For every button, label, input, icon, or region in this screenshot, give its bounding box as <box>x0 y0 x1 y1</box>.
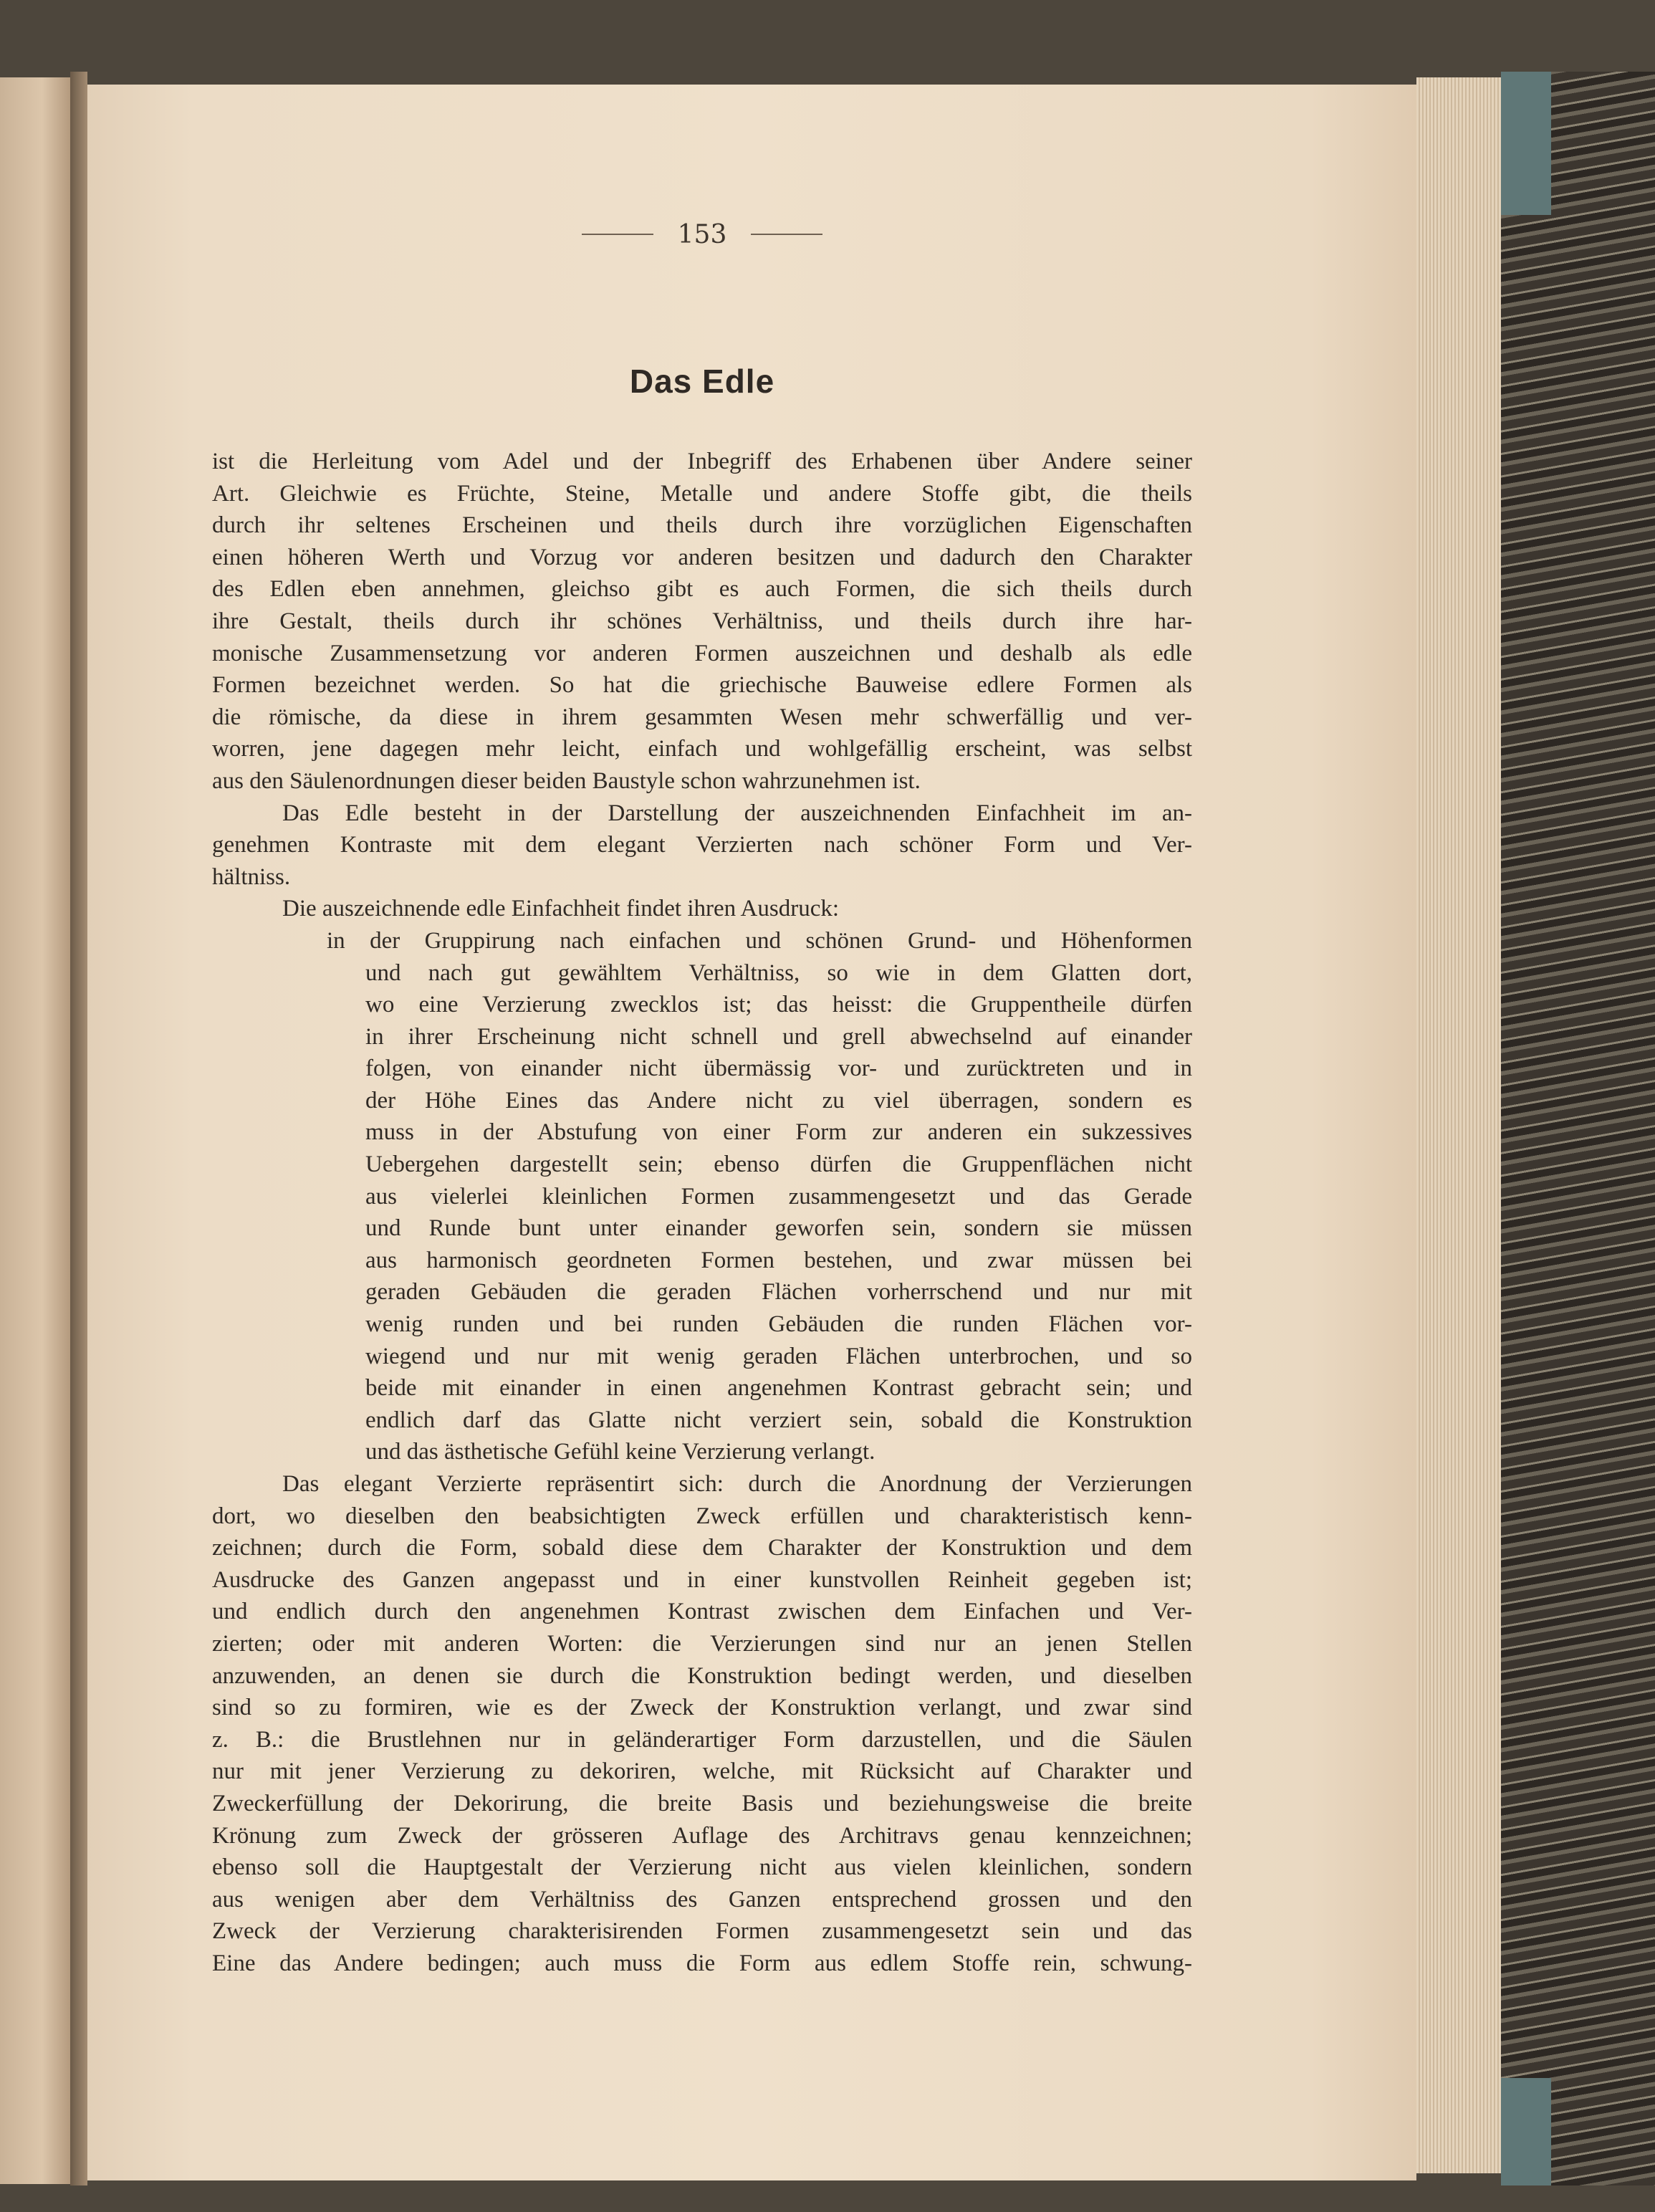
text-line: und endlich durch den angenehmen Kontrast zwischen dem Einfachen und Ver- <box>212 1599 1192 1625</box>
text-line: anzuwenden, an denen sie durch die Konstruktion bedingt werden, und dieselben <box>212 1662 1192 1689</box>
text-line: wiegend und nur mit wenig geraden Flächen unterbrochen, und so <box>365 1343 1192 1369</box>
text-line: und Runde bunt unter einander geworfen sein, sondern sie müssen <box>365 1215 1192 1242</box>
text-line: ebenso soll die Hauptgestalt der Verzierung nicht aus vielen kleinlichen, sondern <box>212 1854 1192 1881</box>
header-rule-left <box>582 234 653 235</box>
text-line: Krönung zum Zweck der grösseren Auflage des Architravs genau kennzeichnen; <box>212 1822 1192 1849</box>
text-line: sind so zu formiren, wie es der Zweck der Konstruktion verlangt, und zwar sind <box>212 1695 1192 1721</box>
text-line: dort, wo dieselben den beabsichtigten Zweck erfüllen und charakteristisch kenn- <box>212 1503 1192 1529</box>
text-line: und das ästhetische Gefühl keine Verzierung verlangt. <box>365 1439 876 1465</box>
text-line: Zweckerfüllung der Dekorirung, die breite Basis und beziehungsweise die breite <box>212 1790 1192 1816</box>
text-line: Eine das Andere bedingen; auch muss die Form aus edlem Stoffe rein, schwung- <box>212 1950 1192 1976</box>
page-header <box>573 216 831 252</box>
text-line: aus vielerlei kleinlichen Formen zusammengesetzt und das Gerade <box>365 1183 1192 1210</box>
text-line: aus wenigen aber dem Verhältniss des Ganzen entsprechend grossen und den <box>212 1886 1192 1912</box>
text-line: zeichnen; durch die Form, sobald diese dem Charakter der Konstruktion und dem <box>212 1535 1192 1561</box>
page-number: 153 <box>677 219 727 249</box>
cover-cloth-corner-top <box>1501 72 1551 215</box>
text-line: Zweck der Verzierung charakterisirenden Formen zusammengesetzt sein und das <box>212 1918 1192 1945</box>
text-line: ist die Herleitung vom Adel und der Inbegriff des Erhabenen über Andere seiner <box>212 449 1192 474</box>
section-title: Das Edle <box>629 363 775 400</box>
text-line: nur mit jener Verzierung zu dekoriren, welche, mit Rücksicht auf Charakter und <box>212 1758 1192 1785</box>
text-line: in ihrer Erscheinung nicht schnell und grell abwechselnd auf einander <box>365 1023 1192 1050</box>
text-line: muss in der Abstufung von einer Form zur anderen ein sukzessives <box>365 1119 1192 1146</box>
text-line: Formen bezeichnet werden. So hat die griechische Bauweise edlere Formen als <box>212 672 1192 699</box>
text-line: Das elegant Verzierte repräsentirt sich: durch die Anordnung der Verzierungen <box>282 1471 1192 1497</box>
text-line: Uebergehen dargestellt sein; ebenso dürfen die Gruppenflächen nicht <box>365 1152 1192 1178</box>
text-line: genehmen Kontraste mit dem elegant Verzierten nach schöner Form und Ver- <box>212 832 1192 858</box>
text-line: Die auszeichnende edle Einfachheit findet ihren Ausdruck: <box>282 896 840 922</box>
text-line: monische Zusammensetzung vor anderen Formen auszeichnen und deshalb als edle <box>212 640 1192 666</box>
text-line: ihre Gestalt, theils durch ihr schönes Verhältniss, und theils durch ihre har- <box>212 608 1192 634</box>
text-line: beide mit einander in einen angenehmen Kontrast gebracht sein; und <box>365 1375 1192 1402</box>
left-page-edge <box>0 77 72 2184</box>
cover-cloth-corner-bottom <box>1501 2078 1551 2185</box>
text-line: und nach gut gewähltem Verhältniss, so wie in dem Glatten dort, <box>365 959 1192 986</box>
text-line: geraden Gebäuden die geraden Flächen vorherrschend und nur mit <box>365 1279 1192 1306</box>
text-line: hältniss. <box>212 863 291 890</box>
body-text <box>212 446 1192 1980</box>
text-line: die römische, da diese in ihrem gesammten Wesen mehr schwerfällig und ver- <box>212 704 1192 730</box>
text-line: durch ihr seltenes Erscheinen und theils durch ihre vorzüglichen Eigenschaften <box>212 512 1192 539</box>
text-line: aus harmonisch geordneten Formen bestehen, und zwar müssen bei <box>365 1247 1192 1273</box>
page-stack-edge <box>1416 77 1501 2173</box>
text-line: worren, jene dagegen mehr leicht, einfach und wohlgefällig erscheint, was selbst <box>212 736 1192 762</box>
header-rule-right <box>751 234 822 235</box>
text-line: Das Edle besteht in der Darstellung der auszeichnenden Einfachheit im an- <box>282 800 1192 826</box>
text-line: einen höheren Werth und Vorzug vor anderen besitzen und dadurch den Charakter <box>212 544 1192 570</box>
text-line: aus den Säulenordnungen dieser beiden Baustyle schon wahrzunehmen ist. <box>212 767 921 794</box>
text-line: wenig runden und bei runden Gebäuden die runden Flächen vor- <box>365 1311 1192 1338</box>
text-line: Art. Gleichwie es Früchte, Steine, Metalle und andere Stoffe gibt, die theils <box>212 480 1192 507</box>
text-line: endlich darf das Glatte nicht verziert sein, sobald die Konstruktion <box>365 1407 1192 1433</box>
text-line: der Höhe Eines das Andere nicht zu viel überragen, sondern es <box>365 1087 1192 1114</box>
text-line: des Edlen eben annehmen, gleichso gibt es auch Formen, die sich theils durch <box>212 576 1192 603</box>
book-gutter <box>70 72 87 2185</box>
text-line: z. B.: die Brustlehnen nur in geländerartiger Form darzustellen, und die Säulen <box>212 1726 1192 1753</box>
text-line: wo eine Verzierung zwecklos ist; das heisst: die Gruppentheile dürfen <box>365 992 1192 1018</box>
book-cover <box>1501 72 1655 2185</box>
text-line: folgen, von einander nicht übermässig vor- und zurücktreten und in <box>365 1055 1192 1082</box>
text-line: in der Gruppirung nach einfachen und schönen Grund- und Höhenformen <box>327 927 1192 954</box>
text-line: Ausdrucke des Ganzen angepasst und in einer kunstvollen Reinheit gegeben ist; <box>212 1566 1192 1593</box>
text-line: zierten; oder mit anderen Worten: die Verzierungen sind nur an jenen Stellen <box>212 1630 1192 1657</box>
